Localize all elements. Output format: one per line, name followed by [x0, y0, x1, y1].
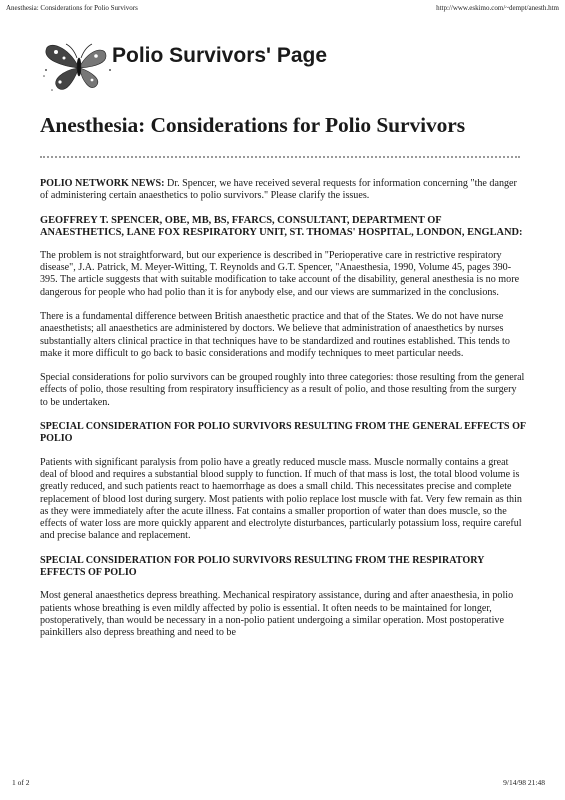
page-number: 1 of 2: [12, 778, 30, 787]
paragraph-3: Special considerations for polio survivors can be grouped roughly into three categories: those resulting from the general effects of polio, those resulting from respiratory insufficiency as a result of polio, and those resulting from the surgery to be undertaken.: [40, 372, 525, 408]
paragraph-1: The problem is not straightforward, but our experience is described in "Perioperative care in restrictive respiratory disease", J.A. Patrick, M. Meyer-Witting, T. Reynolds and G.T. Spencer, "Anaesthesia, 1990, Volume 45, pages 390-395. The article suggests that with suitable modification to take account of the disability, general anesthesia is no more dangerous for people who had polio than it is for anybody else, and our views are summarized in the conclusions.: [40, 249, 520, 298]
print-timestamp: 9/14/98 21:48: [503, 778, 545, 787]
section-heading-respiratory-effects: SPECIAL CONSIDERATION FOR POLIO SURVIVORS RESULTING FROM THE RESPIRATORY EFFECTS OF POLIO: [40, 554, 485, 579]
dotted-divider: [40, 156, 520, 158]
print-header-title: Anesthesia: Considerations for Polio Survivors: [6, 4, 138, 12]
print-header-url: http://www.eskimo.com/~dempt/anesth.htm: [436, 4, 559, 12]
intro-lead: POLIO NETWORK NEWS:: [40, 178, 165, 189]
article-body: [40, 178, 526, 652]
site-banner: [40, 30, 500, 100]
butterfly-icon: [40, 36, 118, 94]
section-respiratory-effects-paragraph: Most general anaesthetics depress breathing. Mechanical respiratory assistance, during and after anaesthesia, in polio patients whose breathing is even mildly affected by polio is essential. It often needs to be maintained for longer, postoperatively, than would be necessary in a non-polio patient undergoing a similar operation. Most postoperative painkillers also depress breathing and need to be: [40, 590, 514, 639]
site-title: Polio Survivors' Page: [112, 44, 328, 67]
section-heading-general-effects: SPECIAL CONSIDERATION FOR POLIO SURVIVORS RESULTING FROM THE GENERAL EFFECTS OF POLIO: [40, 421, 526, 445]
author-heading: GEOFFREY T. SPENCER, OBE, MB, BS, FFARCS, CONSULTANT, DEPARTMENT OF ANAESTHETICS, LANE FOX RESPIRATORY UNIT, ST. THOMAS' HOSPITAL, LONDON, ENGLAND:: [40, 214, 523, 239]
page-title: Anesthesia: Considerations for Polio Survivors: [40, 113, 466, 137]
intro-text: Dr. Spencer, we have received several requests for information concerning "the danger of administering certain anaesthetics to polio survivors." Please clarify the issues.: [40, 178, 517, 202]
intro-paragraph: [40, 178, 526, 203]
section-general-effects-paragraph: Patients with significant paralysis from polio have a greatly reduced muscle mass. Muscle normally contains a great deal of blood and requires a substantial blood supply to function. If much of that mass is lost, the total blood volume is greatly reduced, and such patients react to haemorrhage as does a small child. This necessitates precise and complete replacement of blood lost during surgery. Most patients with polio replace lost muscle with fat. Very few remain as thin as they were immediately after the acute illness. Fat contains a smaller proportion of water than does muscle, so the effects of water loss are more quickly apparent and electrolyte disturbances, particularly potassium loss, require careful and precise balance and replacement.: [40, 456, 522, 542]
paragraph-2: There is a fundamental difference between British anaesthetic practice and that of the States. We do not have nurse anaesthetists; all anaesthetics are administered by doctors. We believe that administration of anaesthetics by nurses substantially alters clinical practice in that techniques have to be standardized and routines established. This tends to make it more difficult to go back to basic considerations and modify techniques to meet particular needs.: [40, 310, 510, 359]
